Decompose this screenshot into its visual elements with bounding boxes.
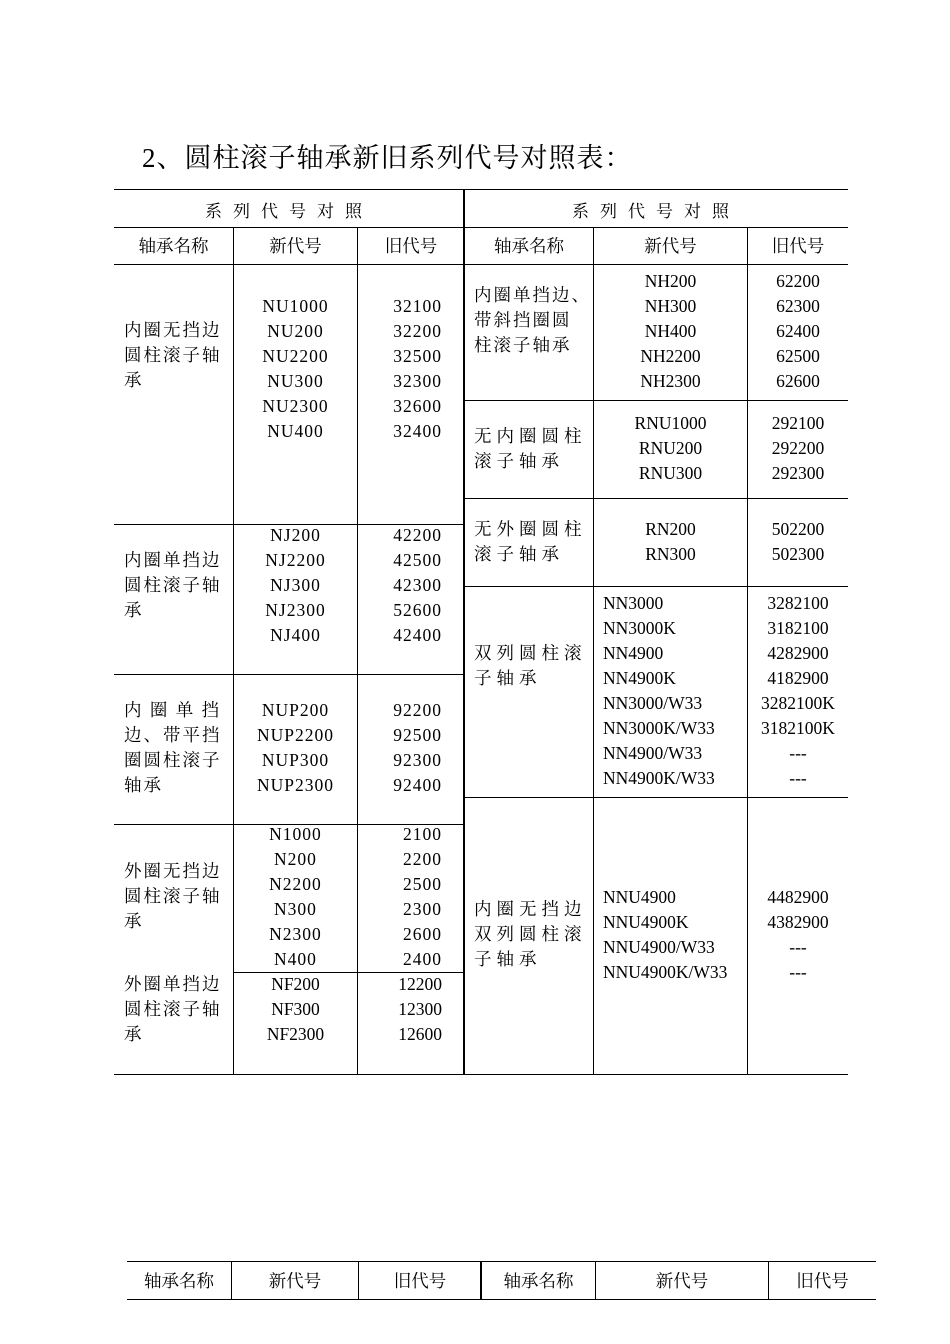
new-code-list: NJ200 NJ2200 NJ300 NJ2300 NJ400 (265, 525, 326, 645)
bearing-name: 无内圈圆柱 滚子轴承 (474, 426, 587, 471)
footer-header-name: 轴承名称 (144, 1271, 214, 1291)
col-header-name: 轴承名称 (138, 236, 209, 256)
bearing-name: 内圈单挡边、 带斜挡圈圆 柱滚子轴承 (474, 285, 591, 355)
old-code-list: 502200 502300 (771, 519, 825, 564)
bearing-name: 内圈无挡边 双列圆柱滚 子轴承 (474, 899, 587, 969)
new-code-list: RN200 RN300 (645, 519, 696, 564)
old-code-list: 62200 62300 62400 62500 62600 (776, 271, 820, 391)
new-code-list: RNU1000 RNU200 RNU300 (634, 413, 707, 483)
footer-header-new: 新代号 (268, 1271, 322, 1291)
bearing-name: 双列圆柱滚 子轴承 (474, 643, 587, 688)
left-group-header: 系列代号对照 (205, 202, 373, 221)
col-header-new: 新代号 (269, 236, 322, 256)
right-group-header: 系列代号对照 (572, 202, 740, 221)
footer-header-name: 轴承名称 (503, 1271, 574, 1291)
old-code-list: 32100 32200 32500 32300 32600 32400 (393, 296, 442, 441)
bearing-name: 内圈单挡边 圆柱滚子轴 承 (124, 550, 222, 620)
old-code-list: 3282100 3182100 4282900 4182900 3282100K 3182100K --- --- (761, 593, 835, 788)
old-code-list: 2100 2200 2500 2300 2600 2400 (403, 824, 442, 969)
new-code-list: NF200 NF300 NF2300 (266, 974, 325, 1044)
new-code-list: NNU4900 NNU4900K NNU4900/W33 NNU4900K/W33 (603, 887, 728, 982)
col-header-name: 轴承名称 (494, 236, 564, 256)
old-code-list: 92200 92500 92300 92400 (393, 700, 442, 795)
old-code-list: 292100 292200 292300 (771, 413, 825, 483)
bearing-name: 内圈无挡边 圆柱滚子轴 承 (124, 320, 222, 390)
col-header-old: 旧代号 (771, 236, 825, 256)
old-code-list: 42200 42500 42300 52600 42400 (393, 525, 442, 645)
footer-header-old: 旧代号 (393, 1271, 447, 1291)
new-code-list: NN3000 NN3000K NN4900 NN4900K NN3000/W33 NN3000K/W33 NN4900/W33 NN4900K/W33 (603, 593, 715, 788)
bearing-name: 外圈单挡边 圆柱滚子轴 承 (124, 974, 222, 1044)
footer-header-old: 旧代号 (796, 1271, 849, 1291)
new-code-list: NUP200 NUP2200 NUP300 NUP2300 (256, 700, 334, 795)
old-code-list: 4482900 4382900 --- --- (767, 887, 829, 982)
bearing-name: 无外圈圆柱 滚子轴承 (474, 519, 587, 564)
old-code-list: 12200 12300 12600 (398, 974, 442, 1044)
new-code-list: N1000 N200 N2200 N300 N2300 N400 (269, 824, 322, 969)
footer-header-new: 新代号 (655, 1271, 709, 1291)
col-header-new: 新代号 (644, 236, 697, 256)
bearing-name: 内 圈 单 挡 边、带平挡 圈圆柱滚子 轴承 (124, 700, 222, 795)
new-code-list: NU1000 NU200 NU2200 NU300 NU2300 NU400 (262, 296, 329, 441)
page-title: 2、圆柱滚子轴承新旧系列代号对照表： (142, 143, 633, 173)
col-header-old: 旧代号 (384, 236, 438, 256)
bearing-name: 外圈无挡边 圆柱滚子轴 承 (124, 861, 222, 931)
new-code-list: NH200 NH300 NH400 NH2200 NH2300 (640, 271, 701, 391)
